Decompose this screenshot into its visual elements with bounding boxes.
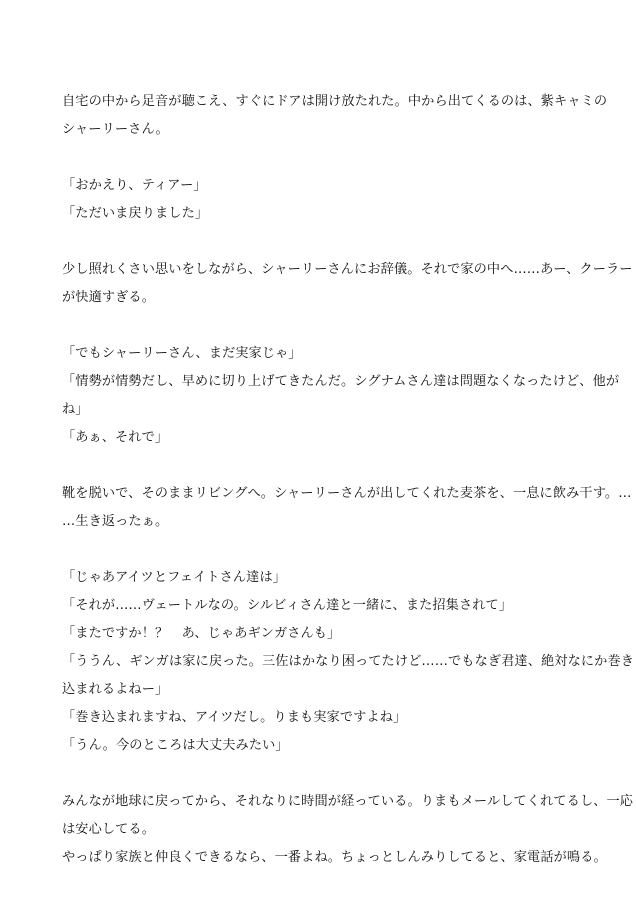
text-line: みんなが地球に戻ってから、それなりに時間が経っている。りまもメールしてくれてるし、一応 bbox=[62, 794, 634, 809]
text-line: 「巻き込まれますね、アイツだし。りまも実家ですよね」 bbox=[62, 710, 407, 725]
text-line: 「あぁ、それで」 bbox=[62, 430, 169, 445]
blank-line bbox=[62, 312, 582, 340]
text-line: 「おかえり、ティアー」 bbox=[62, 178, 207, 193]
text-line: 込まれるよねー」 bbox=[62, 682, 169, 697]
text-line: …生き返ったぁ。 bbox=[62, 514, 169, 529]
text-line: 「またですか！？ あ、じゃあギンガさんも」 bbox=[62, 626, 341, 641]
blank-line bbox=[62, 452, 582, 480]
text-line: やっぱり家族と仲良くできるなら、一番よね。ちょっとしんみりしてると、家電話が鳴る。 bbox=[62, 850, 607, 865]
text-line: シャーリーさん。 bbox=[62, 122, 169, 137]
text-line: 「情勢が情勢だし、早めに切り上げてきたんだ。シグナムさん達は問題なくなったけど、他が bbox=[62, 374, 620, 389]
text-line: 「ただいま戻りました」 bbox=[62, 206, 209, 221]
blank-line bbox=[62, 144, 582, 172]
text-line: 「ううん、ギンガは家に戻った。三佐はかなり困ってたけど……でもなぎ君達、絶対なにか巻き bbox=[62, 654, 635, 669]
text-line: ね」 bbox=[62, 402, 89, 417]
text-line: 自宅の中から足音が聴こえ、すぐにドアは開け放たれた。中から出てくるのは、紫キャミの bbox=[62, 94, 608, 109]
blank-line bbox=[62, 760, 582, 788]
text-line: 靴を脱いで、そのままリビングへ。シャーリーさんが出してくれた麦茶を、一息に飲み干す。… bbox=[62, 486, 632, 501]
blank-line bbox=[62, 536, 582, 564]
text-line: 「うん。今のところは大丈夫みたい」 bbox=[62, 738, 289, 753]
text-line: 「それが……ヴェートルなの。シルビィさん達と一緒に、また招集されて」 bbox=[62, 598, 513, 613]
document-body bbox=[62, 88, 635, 872]
text-line: が快適すぎる。 bbox=[62, 290, 156, 305]
text-line: 「じゃあアイツとフェイトさん達は」 bbox=[62, 570, 287, 585]
text-line: は安心してる。 bbox=[62, 822, 156, 837]
text-line: 少し照れくさい思いをしながら、シャーリーさんにお辞儀。それで家の中へ……あー、クーラー bbox=[62, 262, 633, 277]
blank-line bbox=[62, 228, 582, 256]
text-line: 「でもシャーリーさん、まだ実家じゃ」 bbox=[62, 346, 302, 361]
